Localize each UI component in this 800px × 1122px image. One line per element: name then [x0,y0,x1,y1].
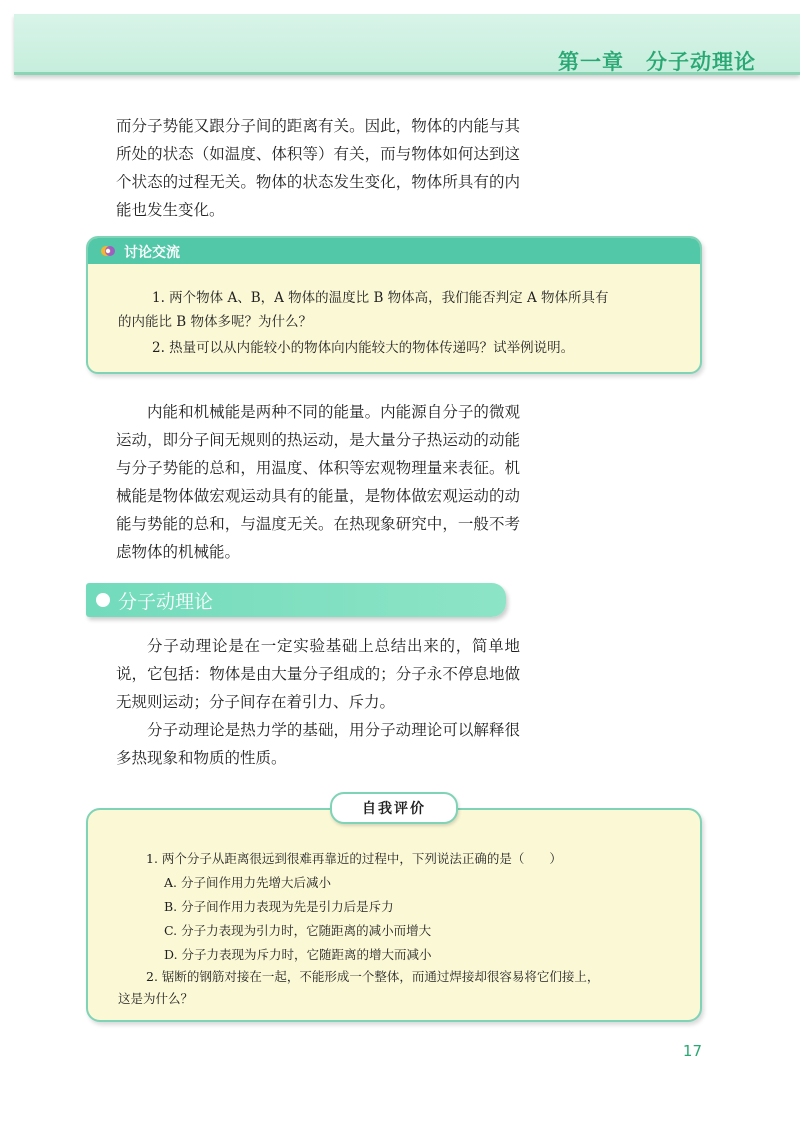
section-paragraph-2: 分子动理论是热力学的基础，用分子动理论可以解释很多热现象和物质的性质。 [116,721,520,767]
section-title: 分子动理论 [118,591,214,613]
discussion-q2: 2. 热量可以从内能较小的物体向内能较大的物体传递吗？试举例说明。 [152,340,575,356]
eval-option-c: C. 分子力表现为引力时，它随距离的减小而增大 [164,923,432,938]
bullet-dot-icon [96,593,110,607]
self-evaluation-tab [330,792,458,824]
discussion-q1-line1: 1. 两个物体 A、B，A 物体的温度比 B 物体高，我们能否判定 A 物体所具有 [152,290,609,306]
discussion-icon [100,243,116,259]
eval-option-a: A. 分子间作用力先增大后减小 [164,875,331,890]
energy-paragraph: 内能和机械能是两种不同的能量。内能源自分子的微观运动，即分子间无规则的热运动，是大量分子热运动的动能与分子势能的总和，用温度、体积等宏观物理量来表征。机械能是物体做宏观运动具有的能量，是物体做宏观运动的动能与势能的总和，与温度无关。在热现象研究中，一般不考虑物体的机械能。 [116,403,520,561]
eval-option-b: B. 分子间作用力表现为先是引力后是斥力 [164,899,394,914]
section-heading-bar [86,583,506,617]
eval-q2-line1: 2. 锯断的钢筋对接在一起，不能形成一个整体，而通过焊接却很容易将它们接上， [146,969,600,984]
section-paragraph-1: 分子动理论是在一定实验基础上总结出来的，简单地说，它包括：物体是由大量分子组成的；分子永不停息地做无规则运动；分子间存在着引力、斥力。 [116,637,520,711]
eval-q2-line2: 这是为什么？ [118,991,194,1006]
self-evaluation-title: 自我评价 [362,801,426,817]
intro-paragraph: 而分子势能又跟分子间的距离有关。因此，物体的内能与其所处的状态（如温度、体积等）有关，而与物体如何达到这个状态的过程无关。物体的状态发生变化，物体所具有的内能也发生变化。 [116,117,520,219]
page-number: 17 [682,1042,702,1060]
eval-q1: 1. 两个分子从距离很远到很难再靠近的过程中，下列说法正确的是（ ） [146,851,562,866]
eval-option-d: D. 分子力表现为斥力时，它随距离的增大而减小 [164,947,432,962]
discussion-box [86,236,702,374]
self-evaluation-box [86,808,702,1022]
discussion-q1-line2: 的内能比 B 物体多呢？为什么？ [118,314,313,330]
discussion-header [88,238,700,264]
discussion-title: 讨论交流 [124,245,180,261]
chapter-title: 第一章 分子动理论 [558,50,756,74]
